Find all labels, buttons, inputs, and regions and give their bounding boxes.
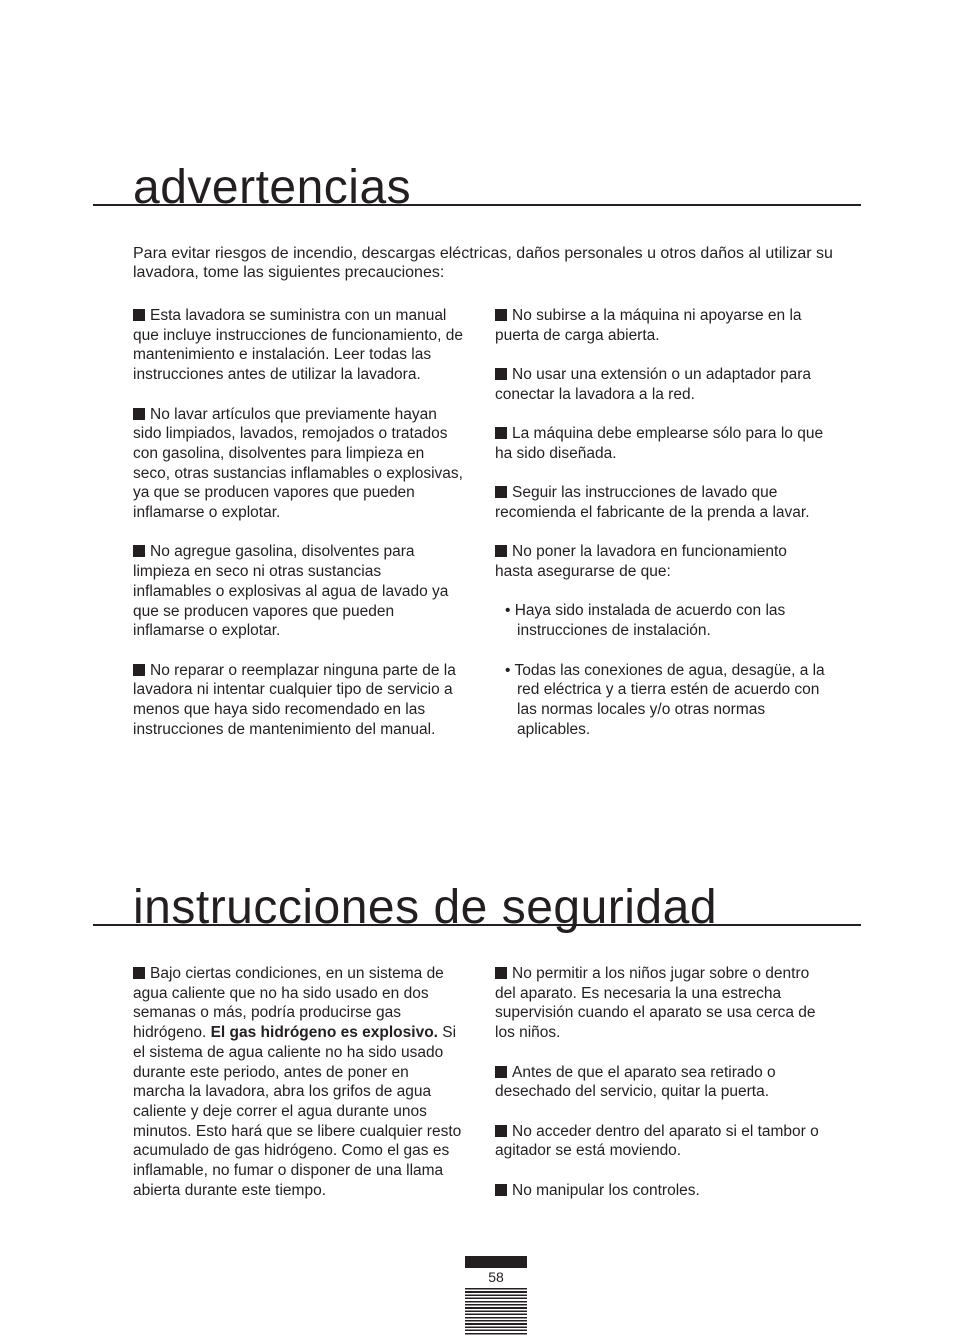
warnings-intro: Para evitar riesgos de incendio, descargas eléctricas, daños personales u otros daños al utilizar su lavadora, tome las siguientes precauciones: (133, 245, 833, 281)
warning-item: No lavar artículos que previamente hayan sido limpiados, lavados, remojados o tratados con gasolina, disolventes para limpieza en seco, otras sustancias inflamables o explosivas, ya que se producen vapores que pueden inflamarse o explotar. (133, 405, 463, 522)
square-bullet-icon (495, 1125, 507, 1137)
square-bullet-icon (133, 967, 145, 979)
warning-item: No poner la lavadora en funcionamiento hasta asegurarse de que: (495, 543, 787, 581)
dot-bullet-icon: • (505, 661, 515, 679)
safety-item: Antes de que el aparato sea retirado o desechado del servicio, quitar la puerta. (495, 1063, 776, 1101)
warning-item: No subirse a la máquina ni apoyarse en la puerta de carga abierta. (495, 307, 802, 344)
warning-item: No reparar o reemplazar ninguna parte de la lavadora ni intentar cualquier tipo de servicio a menos que haya sido recomendado en las instrucciones de mantenimiento del manual. (133, 661, 456, 738)
warnings-title: advertencias (133, 161, 412, 214)
warning-sub-item: • Haya sido instalada de acuerdo con las instrucciones de instalación. (505, 602, 786, 640)
safety-item: No permitir a los niños jugar sobre o dentro del aparato. Es necesaria la una estrecha supervisión cuando el aparato se usa cerca de los niños. (495, 965, 816, 1042)
square-bullet-icon (495, 1184, 507, 1196)
square-bullet-icon (133, 408, 145, 420)
safety-item: No acceder dentro del aparato si el tambor o agitador se está moviendo. (495, 1122, 819, 1160)
warning-sub-item: • Todas las conexiones de agua, desagüe, a la red eléctrica y a tierra estén de acuerdo con las normas locales y/o otras normas aplicables. (505, 661, 825, 738)
square-bullet-icon (495, 427, 507, 439)
square-bullet-icon (495, 486, 507, 498)
warnings-left-column (133, 306, 463, 759)
page-number: 58 (488, 1269, 504, 1285)
warning-item: Seguir las instrucciones de lavado que recomienda el fabricante de la prenda a lavar. (495, 484, 810, 521)
square-bullet-icon (495, 309, 507, 321)
safety-item: Bajo ciertas condiciones, en un sistema de agua caliente que no ha sido usado en dos semanas o más, podría producirse gas hidrógeno. El gas hidrógeno es explosivo. Si el sistema de agua caliente no ha sido usado durante este periodo, antes de poner en marcha la lavadora, abra los grifos de agua caliente y deje correr el agua durante unos minutos. Esto hará que se libere cualquier resto acumulado de gas hidrógeno. Como el gas es inflamable, no fumar o disponer de una llama abierta durante este tiempo. (133, 965, 462, 1199)
square-bullet-icon (133, 545, 145, 557)
safety-right-column (495, 964, 825, 1220)
square-bullet-icon (495, 1066, 507, 1078)
warning-item: No agregue gasolina, disolventes para limpieza en seco ni otras sustancias inflamables o explosivas al agua de lavado ya que se producen vapores que pueden inflamarse o explotar. (133, 543, 449, 640)
square-bullet-icon (495, 967, 507, 979)
warning-item: La máquina debe emplearse sólo para lo que ha sido diseñada. (495, 425, 824, 462)
footer-stripes (465, 1288, 527, 1336)
safety-left-column (133, 964, 463, 1220)
safety-title: instrucciones de seguridad (133, 881, 718, 934)
warning-item: Esta lavadora se suministra con un manual que incluye instrucciones de funcionamiento, de mantenimiento e instalación. Leer todas las instrucciones antes de utilizar la lavadora. (133, 307, 464, 384)
square-bullet-icon (133, 664, 145, 676)
safety-item: No manipular los controles. (495, 1181, 825, 1201)
square-bullet-icon (495, 545, 507, 557)
square-bullet-icon (133, 309, 145, 321)
warning-item: No usar una extensión o un adaptador para conectar la lavadora a la red. (495, 366, 812, 403)
square-bullet-icon (495, 368, 507, 380)
page-number-bar (465, 1256, 527, 1268)
warnings-right-column (495, 306, 825, 759)
dot-bullet-icon: • (505, 602, 515, 620)
safety-emphasis: El gas hidrógeno es explosivo. (210, 1024, 438, 1042)
safety-title-rule (93, 924, 861, 926)
warnings-title-rule (93, 204, 861, 206)
